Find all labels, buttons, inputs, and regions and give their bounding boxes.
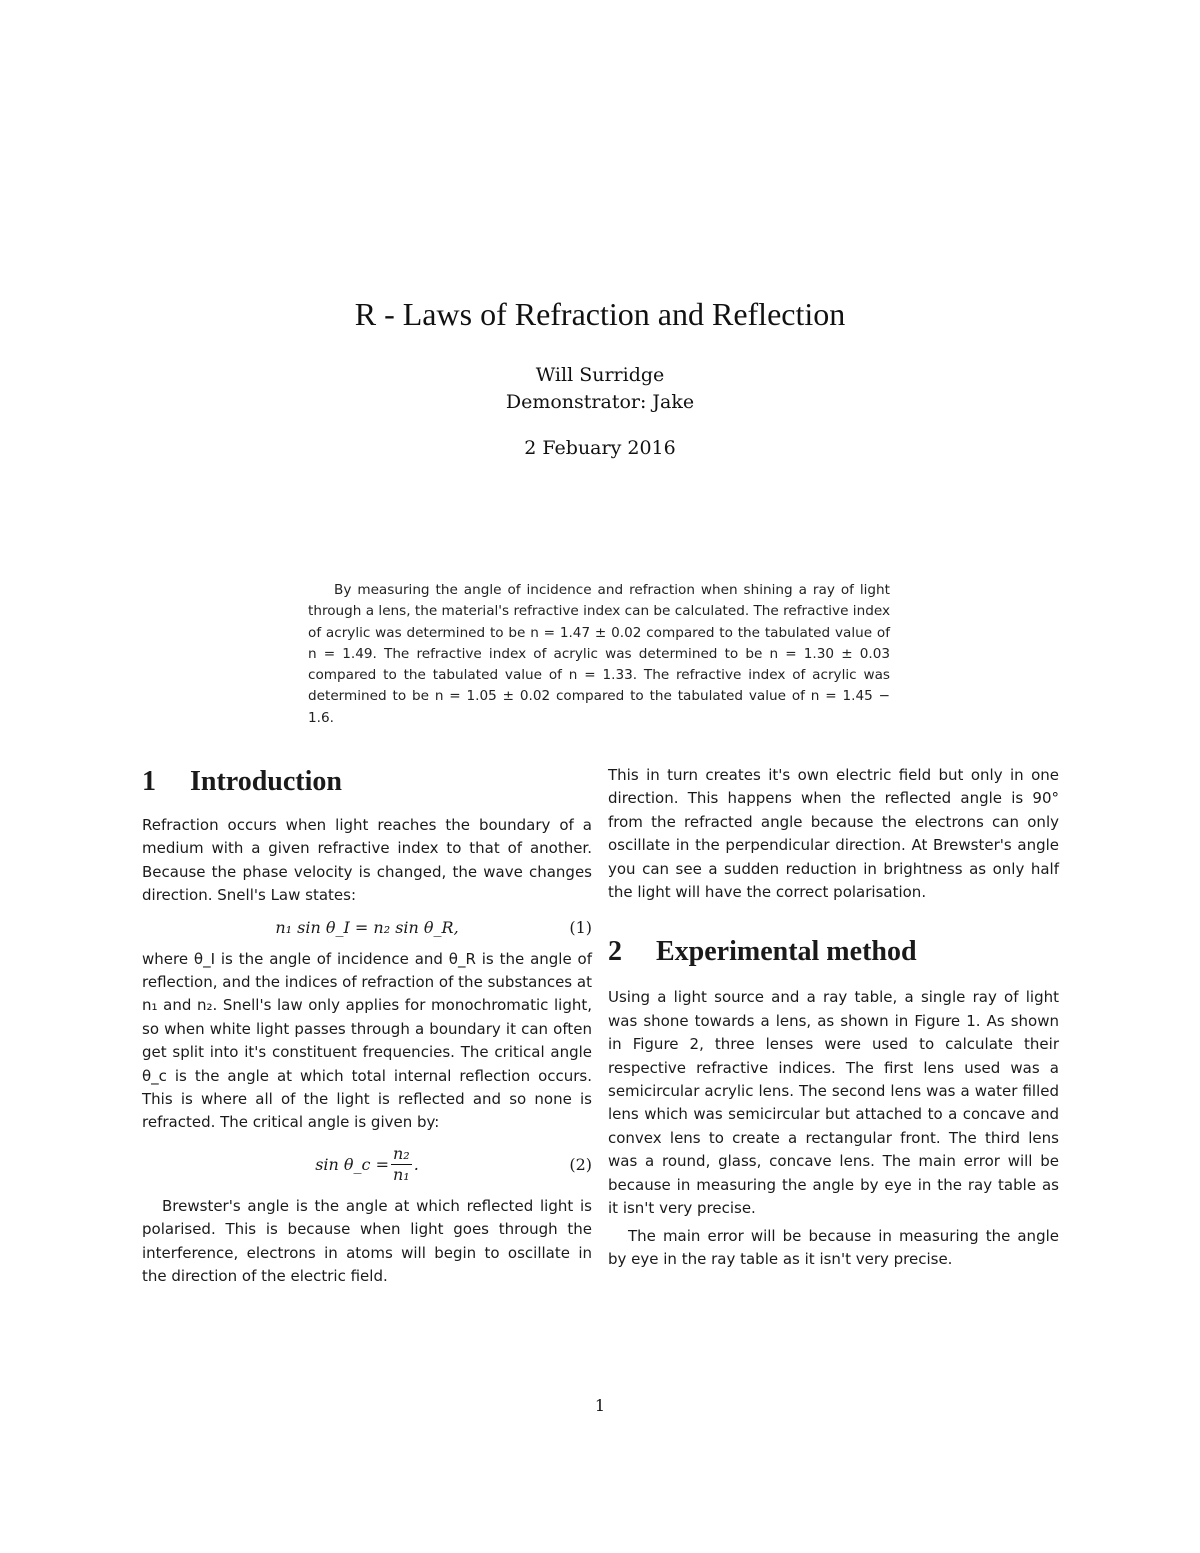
intro-paragraph-4: This in turn creates it's own electric field but only in one direction. This happens when the reflected angle is 90° from the refracted angle because the electrons can only oscillate in the perpendicular direction. At Brewster's angle you can see a sudden reduction in brightness as only half the light will have the correct polarisation. bbox=[608, 766, 1059, 902]
intro-paragraph-3: Brewster's angle is the angle at which reflected light is polarised. This is because when light goes through the interference, electrons in atoms will begin to oscillate in the direction of the electric field. bbox=[142, 1196, 592, 1286]
right-column bbox=[608, 764, 1059, 1271]
equation-1-number: (1) bbox=[569, 917, 592, 937]
equation-1 bbox=[142, 908, 592, 948]
intro-paragraph-2: where θ_I is the angle of incidence and θ_R is the angle of reflection, and the indices of refraction of the substances at n₁ and n₂. Snell's law only applies for monochromatic light, so when white light passes through a boundary it can often get split into it's constituent frequencies. The critical angle θ_c is the angle at which total internal reflection occurs. This is where all of the light is reflected and so none is refracted. The critical angle is given by: bbox=[142, 949, 592, 1132]
left-column bbox=[142, 764, 592, 1289]
paper-date: 2 Febuary 2016 bbox=[524, 437, 676, 459]
section-heading-introduction bbox=[142, 764, 592, 800]
equation-2-tail: . bbox=[413, 1155, 419, 1175]
section-number: 1 bbox=[142, 766, 156, 797]
method-paragraph-1: Using a light source and a ray table, a single ray of light was shone towards a lens, as shown in Figure 1. As shown in Figure 2, three lenses were used to calculate their respective refractive indices. The first lens used was a semicircular acrylic lens. The second lens was a water filled lens which was semicircular but attached to a concave and convex lens to create a rectangular front. The third lens was a round, glass, concave lens. The main error will be because in measuring the angle by eye in the ray table as it isn't very precise. bbox=[608, 988, 1059, 1218]
demonstrator-line: Demonstrator: Jake bbox=[505, 391, 695, 413]
equation-2-fraction bbox=[391, 1144, 412, 1185]
intro-paragraph-1: Refraction occurs when light reaches the boundary of a medium with a given refractive index to that of another. Because the phase velocity is changed, the wave changes direction. Snell's Law states: bbox=[142, 816, 592, 905]
abstract bbox=[308, 580, 890, 729]
fraction-numerator: n₂ bbox=[393, 1144, 410, 1164]
paper-title: R - Laws of Refraction and Reflection bbox=[354, 296, 846, 332]
section-title: Experimental method bbox=[656, 936, 917, 968]
section-heading-method bbox=[608, 934, 1059, 970]
equation-2 bbox=[142, 1135, 592, 1195]
fraction-denominator: n₁ bbox=[393, 1165, 410, 1185]
equation-1-body: n₁ sin θ_I = n₂ sin θ_R, bbox=[275, 917, 459, 937]
section-number: 2 bbox=[608, 936, 622, 968]
abstract-text: By measuring the angle of incidence and refraction when shining a ray of light through a lens, the material's refractive index can be calculated. The refractive index of acrylic was determined to be n = 1.47 ± 0.02 compared to the tabulated value of n = 1.49. The refractive index of acrylic was determined to be n = 1.30 ± 0.03 compared to the tabulated value of n = 1.33. The refractive index of acrylic was determined to be n = 1.05 ± 0.02 compared to the tabulated value of n = 1.45 − 1.6. bbox=[308, 582, 890, 726]
equation-2-lhs: sin θ_c = bbox=[315, 1155, 389, 1175]
method-paragraph-2: The main error will be because in measuring the angle by eye in the ray table as it isn't very precise. bbox=[608, 1226, 1059, 1268]
section-title: Introduction bbox=[190, 766, 342, 797]
page-number: 1 bbox=[594, 1396, 606, 1415]
equation-2-number: (2) bbox=[569, 1155, 592, 1175]
author-name: Will Surridge bbox=[535, 364, 665, 386]
